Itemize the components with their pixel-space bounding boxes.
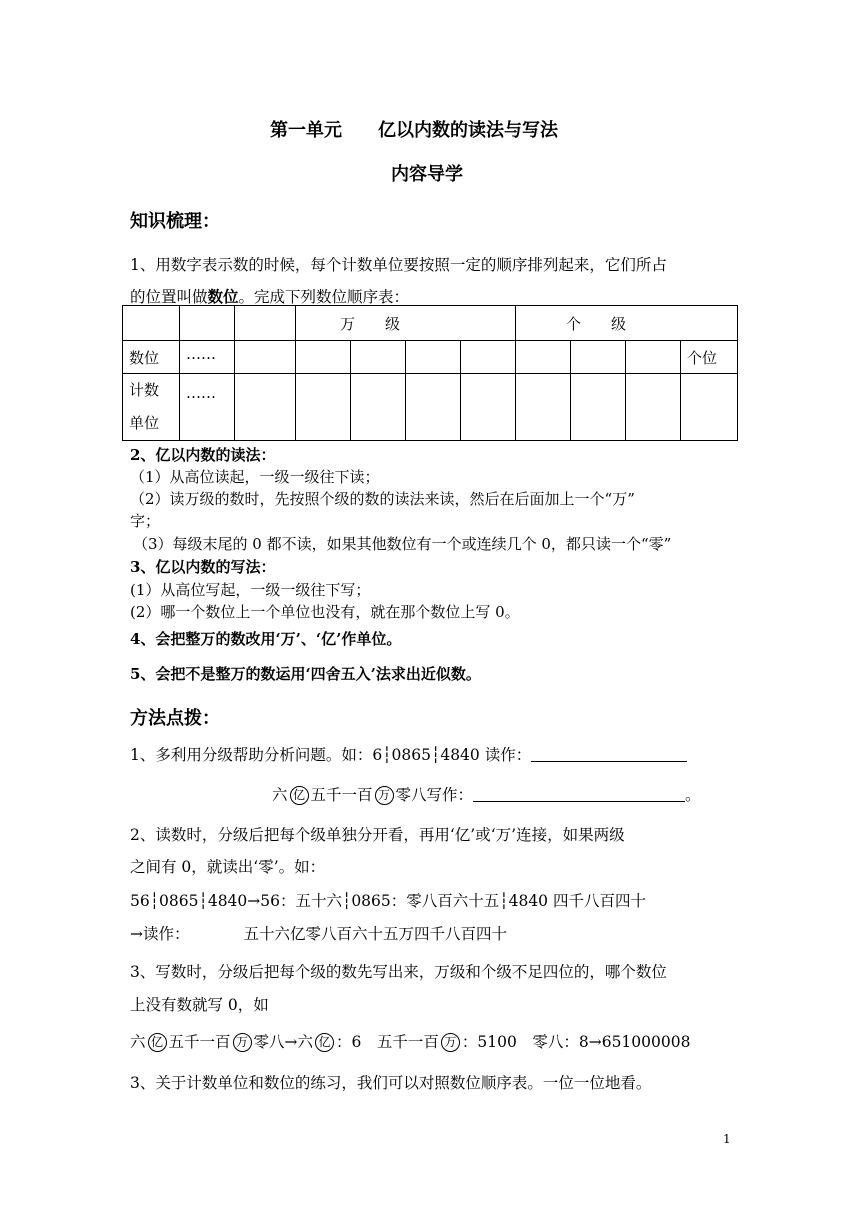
text: ：6 五千一百 xyxy=(336,1033,439,1051)
table-cell xyxy=(296,374,351,441)
table-cell xyxy=(351,341,406,374)
text: 六 xyxy=(272,786,288,804)
answer-blank xyxy=(473,801,685,802)
method-2-line-1: 2、读数时，分级后把每个级单独分开看，再用‘亿’或‘万’连接，如果两级 xyxy=(130,826,625,844)
table-cell xyxy=(351,374,406,441)
table-row-units xyxy=(123,374,738,441)
table-cell xyxy=(516,374,571,441)
row-label-jishu-danwei xyxy=(123,374,180,441)
text: 零八→六 xyxy=(253,1033,314,1051)
heading-writing: 3、亿以内数的写法： xyxy=(130,558,276,576)
table-cell xyxy=(180,306,235,341)
row-label-line-2: 单位 xyxy=(129,414,160,432)
table-cell xyxy=(681,374,738,441)
text: 五十六亿零八百六十五万四千八百四十 xyxy=(243,925,508,943)
heading-approx: 5、会把不是整万的数运用‘四舍五入’法求出近似数。 xyxy=(130,665,481,683)
row-label-line-1: 计数 xyxy=(129,381,160,399)
dots-cell: …… xyxy=(180,374,235,441)
table-cell xyxy=(235,306,296,341)
circled-char-wan: 万 xyxy=(233,1033,252,1052)
text: 。 xyxy=(685,786,701,804)
method-4: 3、关于计数单位和数位的练习，我们可以对照数位顺序表。一位一位地看。 xyxy=(130,1074,652,1092)
text: ：5100 零八：8→651000008 xyxy=(461,1033,691,1051)
table-cell xyxy=(406,341,461,374)
table-cell xyxy=(296,341,351,374)
table-cell xyxy=(626,374,681,441)
answer-blank xyxy=(531,761,687,762)
heading-units: 4、会把整万的数改用‘万’、‘亿’作单位。 xyxy=(130,630,402,648)
table-cell xyxy=(571,374,626,441)
table-cell xyxy=(123,306,180,341)
method-3-line-1: 3、写数时，分级后把每个级的数先写出来，万级和个级不足四位的，哪个数位 xyxy=(130,963,667,981)
gewei-cell: 个位 xyxy=(681,341,738,374)
method-1-text: 1、多利用分级帮助分析问题。如：6┆0865┆4840 读作： xyxy=(130,746,532,764)
page-subtitle: 内容导学 xyxy=(391,164,463,185)
row-label-shuwei: 数位 xyxy=(123,341,180,374)
table-header-row xyxy=(123,306,738,341)
method-2-line-2: 之间有 0，就读出‘零’。如： xyxy=(130,858,326,876)
table-cell xyxy=(235,374,296,441)
method-1-line-1 xyxy=(130,743,687,765)
wan-group-header: 万 级 xyxy=(296,306,516,341)
place-value-table xyxy=(122,305,738,441)
reading-rule-2-line-1: （2）读万级的数时，先按照个级的数的读法来读，然后在后面加上一个“万” xyxy=(130,490,635,508)
circled-char-yi: 亿 xyxy=(315,1033,334,1052)
method-2-line-3: 56┆0865┆4840→56：五十六┆0865：零八百六十五┆4840 四千八百四十 xyxy=(130,892,646,910)
page-number: 1 xyxy=(723,1132,731,1146)
table-cell xyxy=(626,341,681,374)
table-row-digits xyxy=(123,341,738,374)
ge-group-header: 个 级 xyxy=(516,306,738,341)
table-cell xyxy=(461,374,516,441)
paragraph-1-line-2 xyxy=(130,285,409,307)
dots-cell: …… xyxy=(180,341,235,374)
table-cell xyxy=(406,374,461,441)
page-title: 第一单元 亿以内数的读法与写法 xyxy=(270,120,558,141)
table-cell xyxy=(235,341,296,374)
section-heading-knowledge: 知识梳理： xyxy=(130,211,220,232)
text: 五千一百 xyxy=(168,1033,231,1051)
circled-char-wan: 万 xyxy=(375,786,394,805)
table-cell xyxy=(516,341,571,374)
writing-rule-1: (1）从高位写起，一级一级往下写； xyxy=(130,581,371,599)
p1-text: 的位置叫做 xyxy=(130,288,208,306)
reading-rule-1: （1）从高位读起，一级一级往下读； xyxy=(130,468,380,486)
paragraph-1-line-1: 1、用数字表示数的时候，每个计数单位要按照一定的顺序排列起来，它们所占 xyxy=(130,256,667,274)
text: 零八写作： xyxy=(395,786,474,804)
text: →读作： xyxy=(130,925,190,943)
text: 六 xyxy=(130,1033,146,1051)
circled-char-wan: 万 xyxy=(441,1033,460,1052)
p1-text-end: 。完成下列数位顺序表： xyxy=(238,288,410,306)
section-heading-method: 方法点拨： xyxy=(130,708,220,729)
p1-bold-term: 数位 xyxy=(207,287,239,306)
table-cell xyxy=(461,341,516,374)
writing-rule-2: (2）哪一个数位上一个单位也没有，就在那个数位上写 0。 xyxy=(130,603,520,621)
method-3-line-3 xyxy=(130,1030,690,1052)
text: 五千一百 xyxy=(310,786,373,804)
circled-char-yi: 亿 xyxy=(148,1033,167,1052)
heading-reading: 2、亿以内数的读法： xyxy=(130,446,276,464)
method-2-line-4 xyxy=(130,922,507,944)
method-1-line-2 xyxy=(272,783,701,805)
reading-rule-2-line-2: 字； xyxy=(130,512,161,530)
method-3-line-2: 上没有数就写 0，如 xyxy=(130,996,269,1014)
circled-char-yi: 亿 xyxy=(290,786,309,805)
table-cell xyxy=(571,341,626,374)
reading-rule-3: （3）每级末尾的 0 都不读，如果其他数位有一个或连续几个 0，都只读一个“零” xyxy=(133,535,672,553)
